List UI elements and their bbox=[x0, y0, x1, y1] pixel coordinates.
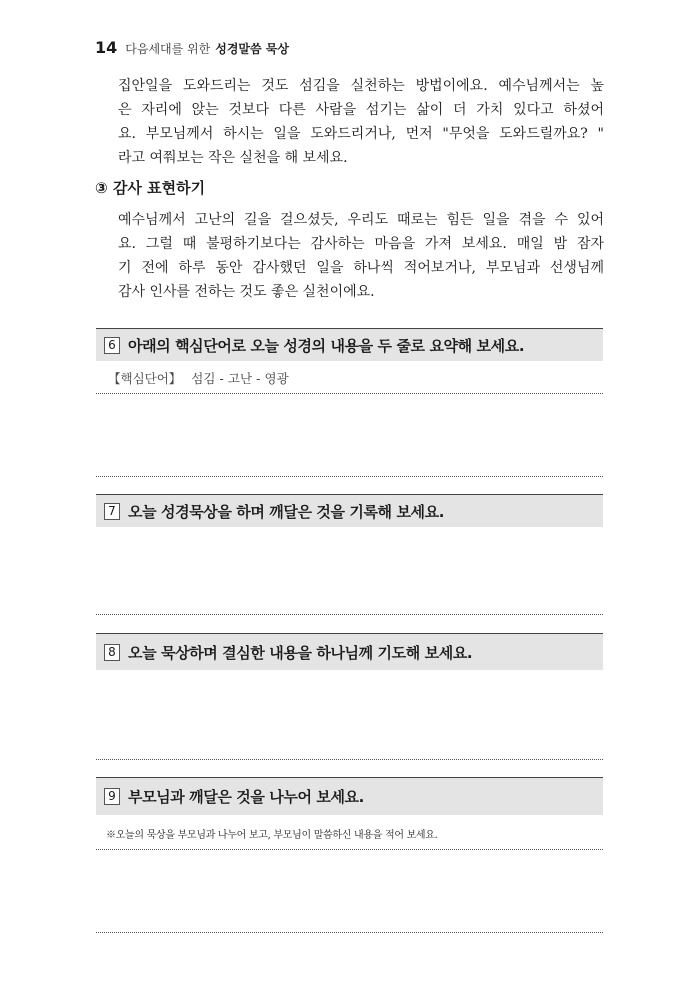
question-number-box: 9 bbox=[104, 788, 120, 805]
paragraph-line: 기 전에 하루 동안 감사했던 일을 하나씩 적어보거나, 부모님과 선생님께 bbox=[118, 260, 604, 276]
question-text: 오늘 성경묵상을 하며 깨달은 것을 기록해 보세요. bbox=[128, 502, 445, 521]
running-header bbox=[95, 38, 289, 58]
keywords-line bbox=[108, 369, 289, 387]
book-title: 성경말씀 묵상 bbox=[215, 42, 289, 56]
answer-line[interactable] bbox=[96, 393, 603, 394]
instruction-note: ※오늘의 묵상을 부모님과 나누어 보고, 부모님이 말씀하신 내용을 적어 보세요. bbox=[106, 830, 438, 841]
answer-line[interactable] bbox=[96, 932, 603, 933]
keywords-text: 섬김 - 고난 - 영광 bbox=[191, 371, 289, 386]
paragraph-line: 예수님께서 고난의 길을 걸으셨듯, 우리도 때로는 힘든 일을 겪을 수 있어 bbox=[118, 212, 604, 228]
paragraph-line: 은 자리에 앉는 것보다 다른 사람을 섬기는 삶이 더 가치 있다고 하셨어 bbox=[118, 102, 604, 118]
question-number-box: 7 bbox=[104, 503, 120, 520]
answer-line[interactable] bbox=[96, 614, 603, 615]
book-subtitle: 다음세대를 위한 bbox=[125, 42, 211, 56]
question-text: 오늘 묵상하며 결심한 내용을 하나님께 기도해 보세요. bbox=[128, 643, 473, 662]
answer-line[interactable] bbox=[96, 476, 603, 477]
paragraph-line: 요. 그럴 때 불평하기보다는 감사하는 마음을 가져 보세요. 매일 밤 잠자 bbox=[118, 236, 604, 252]
section-heading: ③ 감사 표현하기 bbox=[95, 179, 206, 197]
question-9-bar bbox=[96, 777, 603, 815]
question-number-box: 6 bbox=[104, 337, 120, 354]
question-8-bar bbox=[96, 633, 603, 670]
paragraph-line: 감사 인사를 전하는 것도 좋은 실천이에요. bbox=[118, 284, 375, 300]
question-6-bar bbox=[96, 328, 603, 361]
question-7-bar bbox=[96, 494, 603, 527]
keywords-label: 【핵심단어】 bbox=[108, 371, 182, 386]
answer-line[interactable] bbox=[96, 759, 603, 760]
paragraph-line: 라고 여쭤보는 작은 실천을 해 보세요. bbox=[118, 150, 348, 166]
question-number-box: 8 bbox=[104, 644, 120, 661]
paragraph-line: 집안일을 도와드리는 것도 섬김을 실천하는 방법이에요. 예수님께서는 높 bbox=[118, 78, 604, 94]
page-number: 14 bbox=[95, 38, 118, 57]
paragraph-line: 요. 부모님께서 하시는 일을 도와드리거나, 먼저 "무엇을 도와드릴까요? " bbox=[118, 126, 604, 142]
intro-paragraph bbox=[118, 74, 604, 170]
answer-line[interactable] bbox=[96, 849, 603, 850]
question-text: 아래의 핵심단어로 오늘 성경의 내용을 두 줄로 요약해 보세요. bbox=[128, 336, 525, 355]
question-text: 부모님과 깨달은 것을 나누어 보세요. bbox=[128, 788, 364, 806]
section-paragraph bbox=[118, 208, 604, 304]
